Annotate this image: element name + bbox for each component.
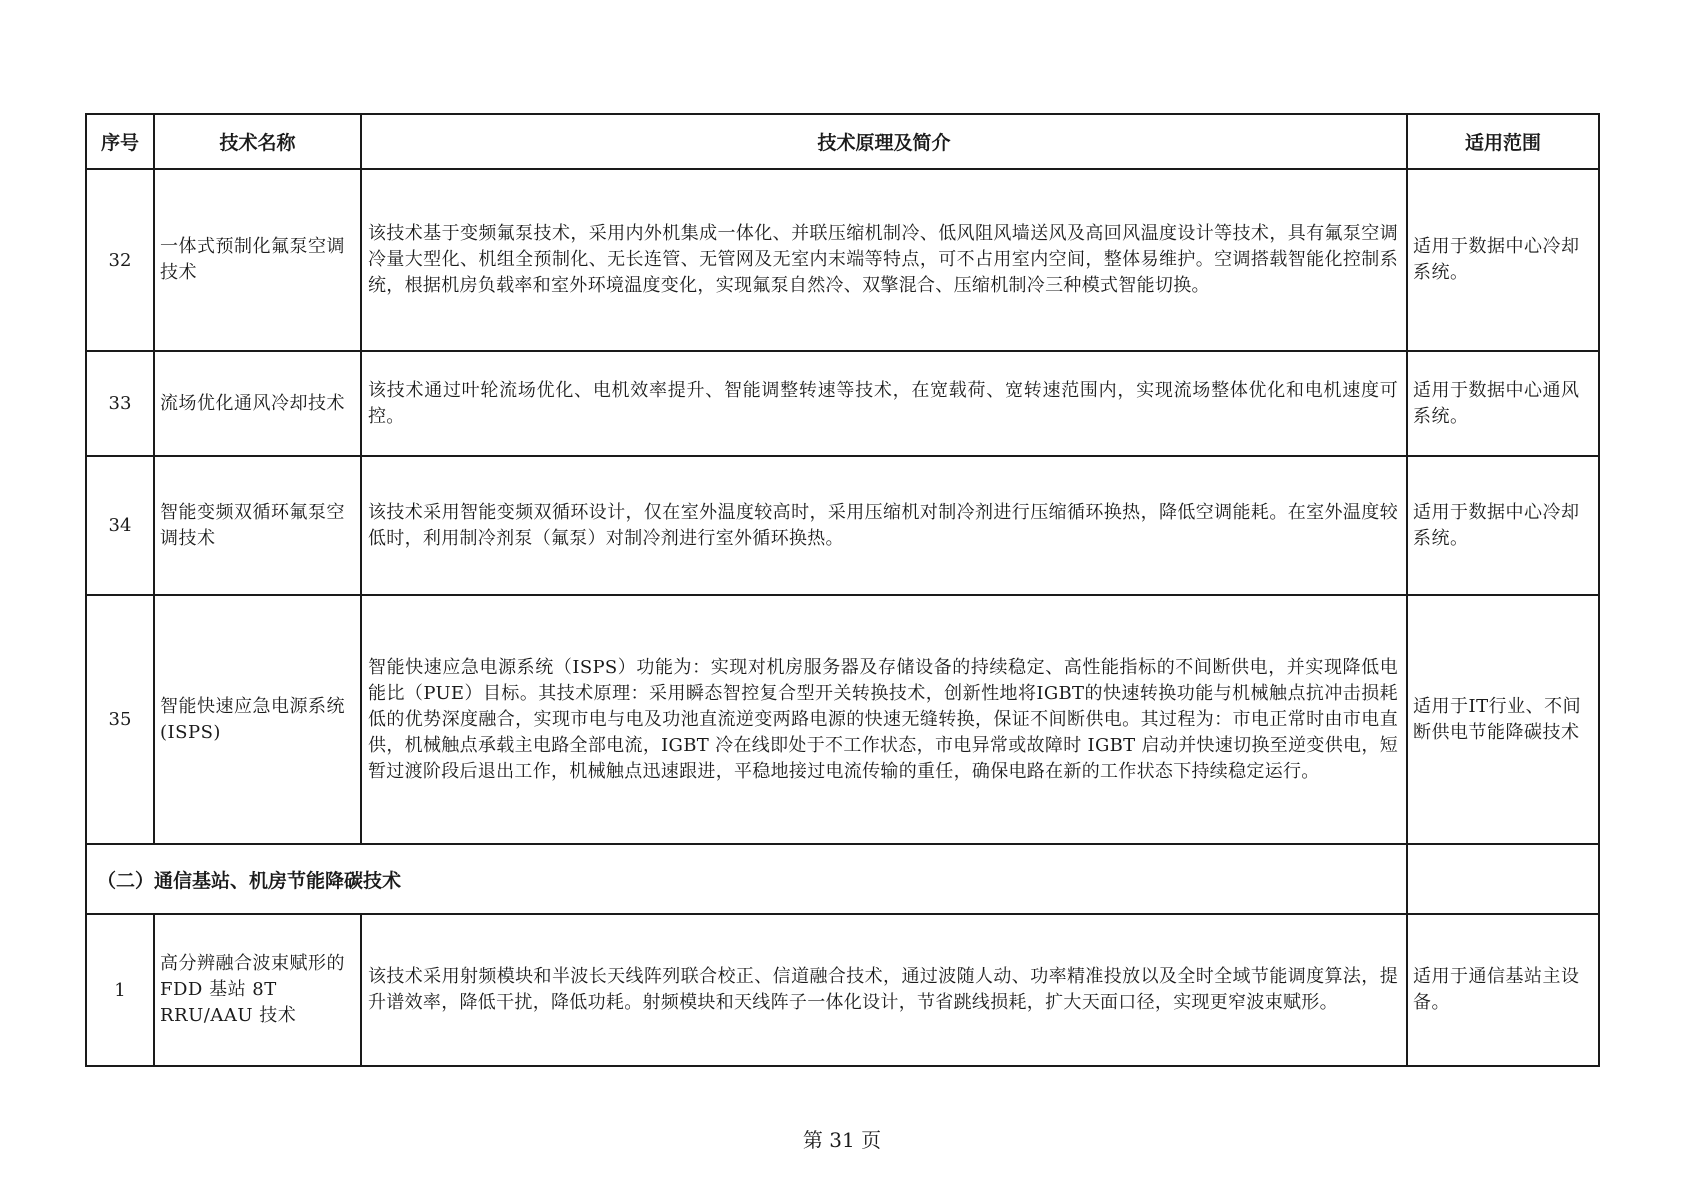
application-scope: 适用于IT行业、不间断供电节能降碳技术	[1407, 595, 1599, 844]
technology-description: 该技术采用射频模块和半波长天线阵列联合校正、信道融合技术，通过波随人动、功率精准投放以及全时全域节能调度算法，提升谱效率，降低干扰，降低功耗。射频模块和天线阵子一体化设计，节省跳线损耗，扩大天面口径，实现更窄波束赋形。	[361, 914, 1407, 1066]
table-row	[86, 456, 1599, 595]
table-header-row	[86, 114, 1599, 169]
application-scope: 适用于数据中心冷却系统。	[1407, 456, 1599, 595]
header-scope: 适用范围	[1407, 114, 1599, 169]
technology-name: 智能快速应急电源系统(ISPS)	[154, 595, 361, 844]
row-number: 32	[86, 169, 154, 351]
application-scope: 适用于数据中心冷却系统。	[1407, 169, 1599, 351]
application-scope: 适用于通信基站主设备。	[1407, 914, 1599, 1066]
technology-name: 智能变频双循环氟泵空调技术	[154, 456, 361, 595]
technology-description: 该技术基于变频氟泵技术，采用内外机集成一体化、并联压缩机制冷、低风阻风墙送风及高回风温度设计等技术，具有氟泵空调冷量大型化、机组全预制化、无长连管、无管网及无室内末端等特点，可不占用室内空间，整体易维护。空调搭载智能化控制系统，根据机房负载率和室外环境温度变化，实现氟泵自然冷、双擎混合、压缩机制冷三种模式智能切换。	[361, 169, 1407, 351]
technology-name: 一体式预制化氟泵空调技术	[154, 169, 361, 351]
row-number: 35	[86, 595, 154, 844]
row-number: 33	[86, 351, 154, 456]
table-row	[86, 351, 1599, 456]
row-number: 1	[86, 914, 154, 1066]
technology-description: 该技术采用智能变频双循环设计，仅在室外温度较高时，采用压缩机对制冷剂进行压缩循环换热，降低空调能耗。在室外温度较低时，利用制冷剂泵（氟泵）对制冷剂进行室外循环换热。	[361, 456, 1407, 595]
technology-name: 流场优化通风冷却技术	[154, 351, 361, 456]
section-empty-cell	[1407, 844, 1599, 914]
table-row	[86, 914, 1599, 1066]
page-number: 第 31 页	[802, 1128, 882, 1152]
section-header-row	[86, 844, 1599, 914]
technology-description: 该技术通过叶轮流场优化、电机效率提升、智能调整转速等技术，在宽载荷、宽转速范围内，实现流场整体优化和电机速度可控。	[361, 351, 1407, 456]
technology-name: 高分辨融合波束赋形的 FDD 基站 8T RRU/AAU 技术	[154, 914, 361, 1066]
table-row	[86, 595, 1599, 844]
table-row	[86, 169, 1599, 351]
section-title: （二）通信基站、机房节能降碳技术	[86, 844, 1407, 914]
header-desc: 技术原理及简介	[361, 114, 1407, 169]
header-no: 序号	[86, 114, 154, 169]
technology-description: 智能快速应急电源系统（ISPS）功能为：实现对机房服务器及存储设备的持续稳定、高性能指标的不间断供电，并实现降低电能比（PUE）目标。其技术原理：采用瞬态智控复合型开关转换技术，创新性地将IGBT的快速转换功能与机械触点抗冲击损耗低的优势深度融合，实现市电与电及功池直流逆变两路电源的快速无缝转换，保证不间断供电。其过程为：市电正常时由市电直供，机械触点承载主电路全部电流，IGBT 冷在线即处于不工作状态，市电异常或故障时 IGBT 启动并快速切换至逆变供电，短暂过渡阶段后退出工作，机械触点迅速跟进，平稳地接过电流传输的重任，确保电路在新的工作状态下持续稳定运行。	[361, 595, 1407, 844]
technology-table	[85, 113, 1600, 1067]
row-number: 34	[86, 456, 154, 595]
application-scope: 适用于数据中心通风系统。	[1407, 351, 1599, 456]
header-name: 技术名称	[154, 114, 361, 169]
